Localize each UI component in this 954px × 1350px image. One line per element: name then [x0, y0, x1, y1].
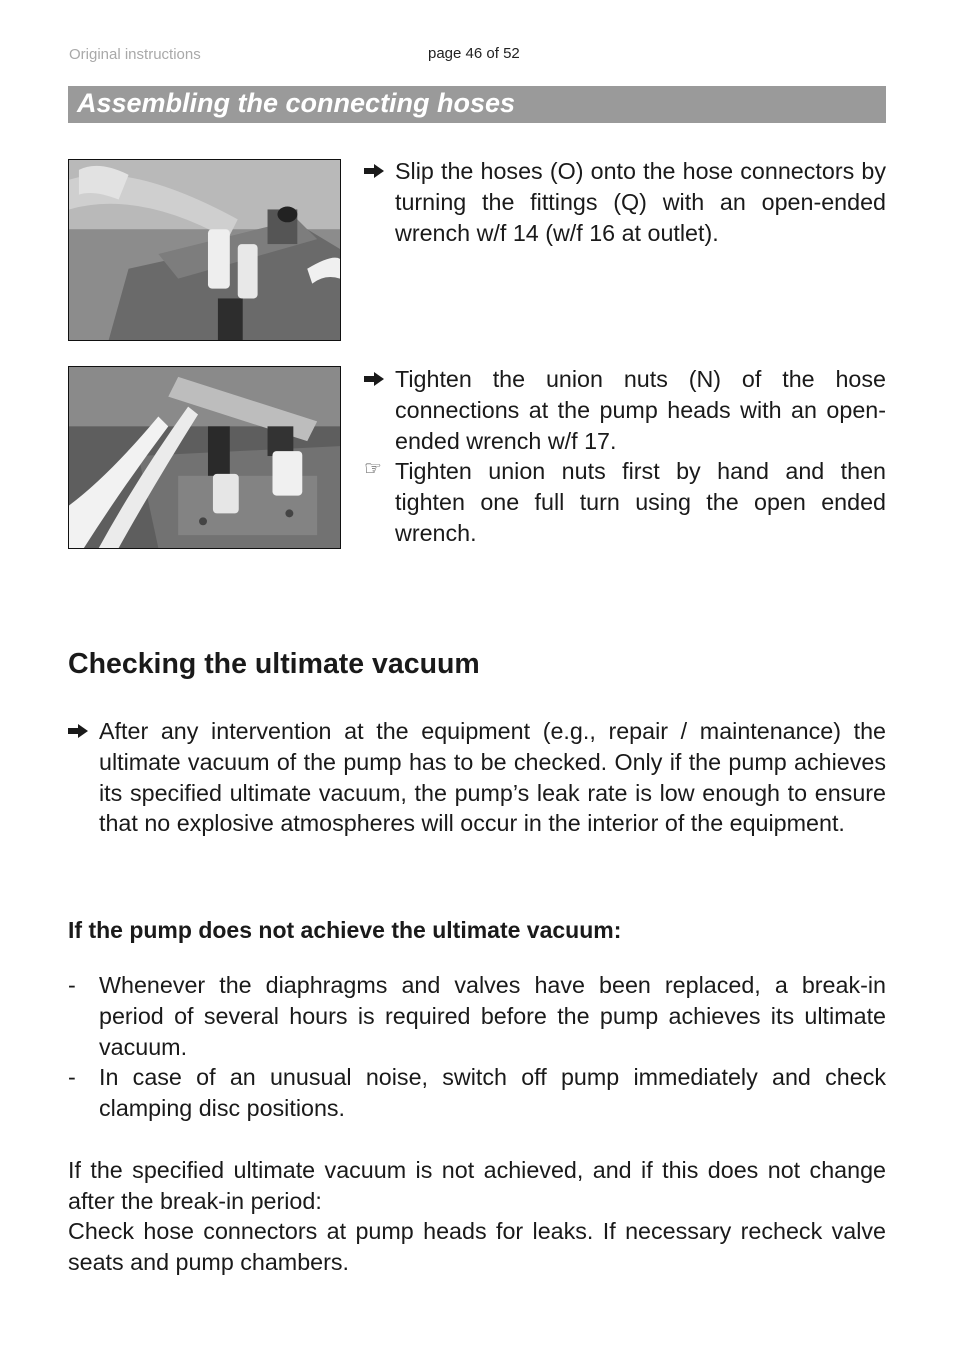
- step-tighten-nuts-text: Tighten the union nuts (N) of the hose connections at the pump heads with an open-ended wrench w/f 17.: [395, 366, 886, 454]
- vacuum-heading: Checking the ultimate vacuum: [68, 648, 480, 680]
- paragraph-not-achieved: If the specified ultimate vacuum is not achieved, and if this does not change after the break-in period:: [68, 1157, 886, 1214]
- right-arrow-icon: [364, 156, 390, 189]
- note-tighten-by-hand: [364, 456, 886, 548]
- step-tighten-nuts: [364, 364, 886, 456]
- step-slip-hoses: [364, 156, 886, 248]
- pointing-hand-icon: ☞: [364, 458, 382, 481]
- step-slip-hoses-text: Slip the hoses (O) onto the hose connectors by turning the fittings (Q) with an open-ended wrench w/f 14 (w/f 16 at outlet).: [395, 158, 886, 246]
- dash-item-break-in-text: Whenever the diaphragms and valves have been replaced, a break-in period of several hours is required before the pump achieves its ultimate vacuum.: [99, 972, 886, 1060]
- photo-hose-fittings: [68, 159, 341, 341]
- right-arrow-icon: [364, 364, 390, 397]
- dash-marker: -: [68, 1064, 76, 1091]
- dash-item-break-in: [68, 970, 886, 1062]
- paragraph-check-connectors: Check hose connectors at pump heads for leaks. If necessary recheck valve seats and pump chambers.: [68, 1218, 886, 1275]
- vacuum-subheading: If the pump does not achieve the ultimate vacuum:: [68, 917, 622, 943]
- section-title: Assembling the connecting hoses: [68, 86, 886, 123]
- dash-item-noise: [68, 1062, 886, 1124]
- photo-union-nuts: [68, 366, 341, 549]
- dash-marker: -: [68, 972, 76, 998]
- right-arrow-icon: [68, 716, 94, 749]
- dash-list: [68, 970, 886, 1124]
- note-tighten-by-hand-text: Tighten union nuts first by hand and then tighten one full turn using the open ended wrench.: [395, 458, 886, 546]
- vacuum-check-text: After any intervention at the equipment (e.g., repair / maintenance) the ultimate vacuum of the pump has to be checked. Only if the pump achieves its specified ultimate vacuum, the pump’s leak rate is low enough to ensure that no explosive atmospheres will occur in the interior of the equipment.: [99, 718, 886, 837]
- dash-item-noise-text: In case of an unusual noise, switch off pump immediately and check clamping disc positions.: [99, 1064, 886, 1122]
- page-number: page 46 of 52: [428, 45, 520, 62]
- header-doc-type: Original instructions: [69, 46, 201, 63]
- vacuum-check-bullet: [68, 716, 886, 839]
